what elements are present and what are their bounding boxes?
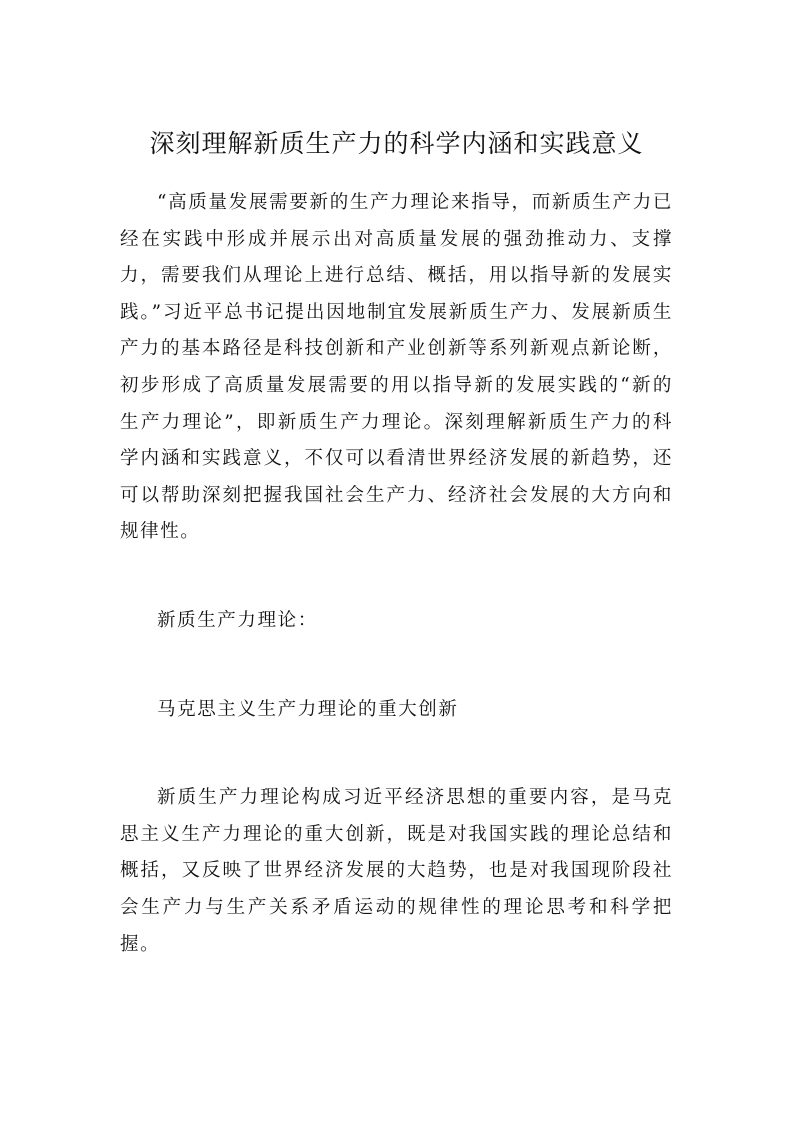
- body-paragraph: “高质量发展需要新的生产力理论来指导，而新质生产力已经在实践中形成并展示出对高质量发展的强劲推动力、支撑力，需要我们从理论上进行总结、概括，用以指导新的发展实践。”习近平总书记提出因地制宜发展新质生产力、发展新质生产力的基本路径是科技创新和产业创新等系列新观点新论断，初步形成了高质量发展需要的用以指导新的发展实践的“新的生产力理论”，即新质生产力理论。深刻理解新质生产力的科学内涵和实践意义，不仅可以看清世界经济发展的新趋势，还可以帮助深刻把握我国社会生产力、经济社会发展的大方向和规律性。: [120, 192, 673, 543]
- body-paragraph: 新质生产力理论构成习近平经济思想的重要内容，是马克思主义生产力理论的重大创新，既是对我国实践的理论总结和概括，又反映了世界经济发展的大趋势，也是对我国现阶段社会生产力与生产关系矛盾运动的规律性的理论思考和科学把握。: [120, 787, 673, 955]
- section-heading: 新质生产力理论：: [157, 609, 318, 631]
- section-subheading: 马克思主义生产力理论的重大创新: [157, 698, 459, 720]
- document-title: 深刻理解新质生产力的科学内涵和实践意义: [149, 129, 644, 158]
